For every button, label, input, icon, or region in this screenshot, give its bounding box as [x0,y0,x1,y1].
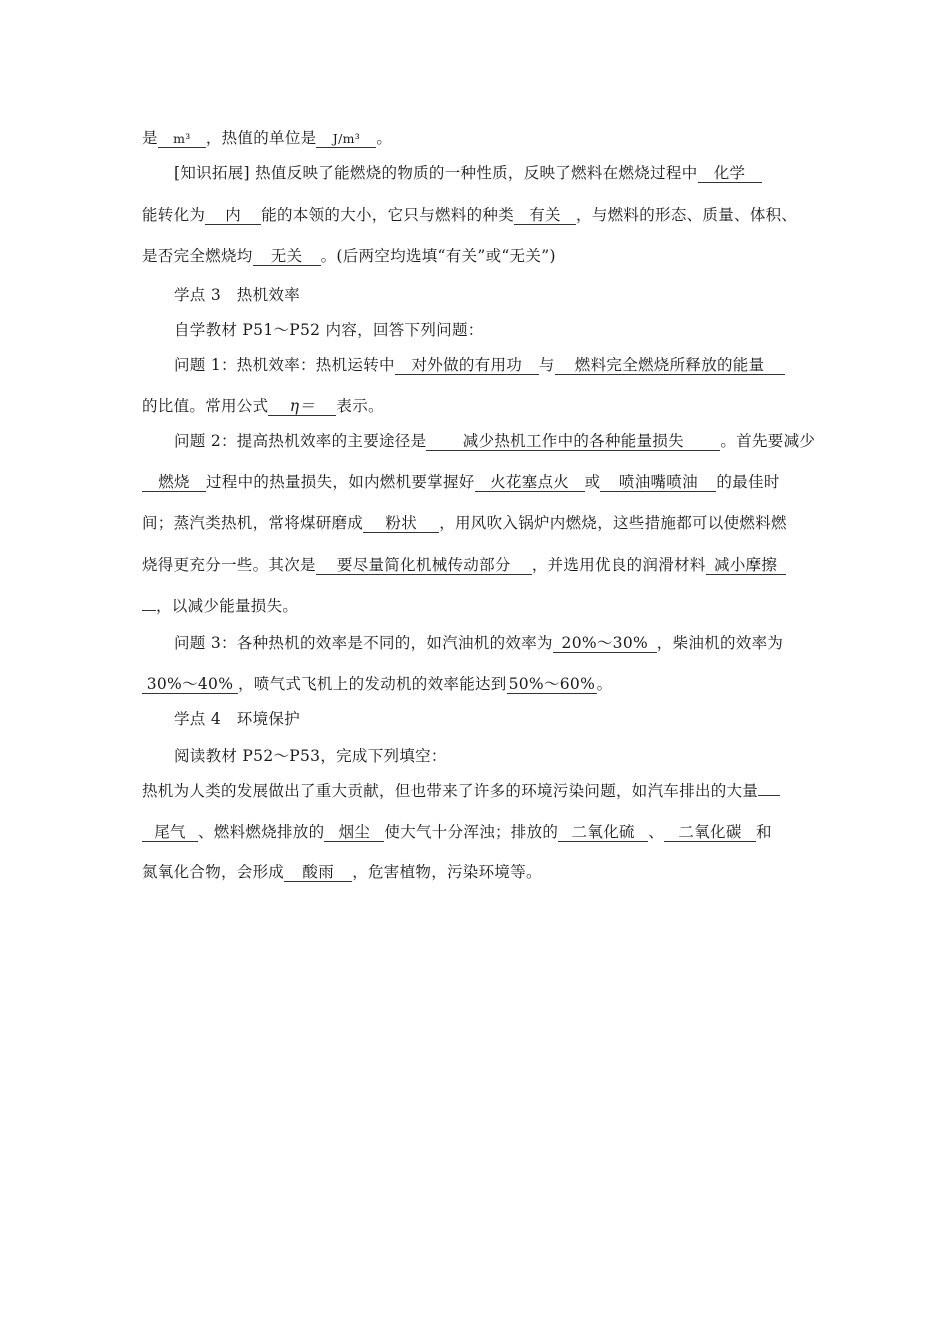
line-20: 氮氧化合物，会形成 酸雨 ，危害植物，污染环境等。 [142,863,542,881]
line-8: 的比值。常用公式 η＝ 表示。 [142,397,384,415]
blank-related: 有关 [514,207,576,225]
blank-chemical: 化学 [698,165,762,183]
line-12: 烧得更充分一些。其次是 要尽量简化机械传动部分 ，并选用优良的润滑材料 减小摩擦 [142,555,822,575]
line-10: 燃烧 过程中的热量损失，如内燃机要掌握好 火花塞点火 或 喷油嘴喷油 的最佳时 [142,472,822,492]
blank-simplify-transmission: 要尽量简化机械传动部分 [316,557,532,575]
line-7: 问题 1：热机效率：热机运转中 对外做的有用功 与 燃料完全燃烧所释放的能量 [174,355,854,375]
blank-volume-unit: m³ [158,130,206,148]
blank-smoke-dust: 烟尘 [324,824,384,842]
line-3: 能转化为 内 能的本领的大小，它只与燃料的种类 有关 ，与燃料的形态、质量、体积、 [142,206,798,224]
line-13: ，以减少能量损失。 [142,596,822,616]
line-18: 热机为人类的发展做出了重大贡献，但也带来了许多的环境污染问题，如汽车排出的大量 [142,781,822,801]
line-19: 尾气 、燃料燃烧排放的 烟尘 使大气十分浑浊；排放的 二氧化硫 、 二氧化碳 和 [142,822,822,842]
blank-diesel-efficiency: 30%～40% [142,676,238,694]
blank-gasoline-efficiency: 20%～30% [553,635,657,653]
blank-formula: η＝ [268,398,336,416]
blank-useful-work: 对外做的有用功 [395,357,539,375]
line-15: 30%～40% ，喷气式飞机上的发动机的效率能达到 50%～60%。 [142,674,822,694]
blank-jet-efficiency: 50%～60% [508,675,596,693]
blank-exhaust-start [758,795,780,796]
blank-sulfur-dioxide: 二氧化硫 [558,824,648,842]
blank-exhaust: 尾气 [142,824,198,842]
line-2: [知识拓展] 热值反映了能燃烧的物质的一种性质，反映了燃料在燃烧过程中 化学 [174,163,854,183]
blank-heat-value-unit: J/m³ [316,130,376,148]
blank-unrelated: 无关 [253,248,321,266]
line-11: 间；蒸汽类热机，常将煤研磨成 粉状 ，用风吹入锅炉内燃烧，这些措施都可以使燃料燃 [142,514,787,532]
line-4: 是否完全燃烧均 无关 。(后两空均选填“有关”或“无关”) [142,247,556,265]
blank-reduce-friction: 减小摩擦 [706,557,786,575]
blank-spark-plug: 火花塞点火 [475,474,585,492]
blank-combustion: 燃烧 [142,474,206,492]
blank-main-approach: 减少热机工作中的各种能量损失 [426,433,720,451]
line-17: 阅读教材 P52～P53，完成下列填空： [174,747,447,765]
blank-fuel-energy: 燃料完全燃烧所释放的能量 [555,357,785,375]
section-title-3: 学点 3 热机效率 [174,286,300,304]
blank-carbon-dioxide: 二氧化碳 [664,824,756,842]
blank-acid-rain: 酸雨 [284,864,352,882]
line-14: 问题 3：各种热机的效率是不同的，如汽油机的效率为 20%～30% ，柴油机的效率为 [174,634,784,652]
line-1: 是 m³ ，热值的单位是 J/m³ 。 [142,129,393,147]
section-title-4: 学点 4 环境保护 [174,710,300,728]
line-9: 问题 2：提高热机效率的主要途径是 减少热机工作中的各种能量损失 。首先要减少 [174,432,816,450]
line-6: 自学教材 P51～P52 内容，回答下列问题： [174,321,484,339]
blank-fuel-injector: 喷油嘴喷油 [600,474,716,492]
blank-continuation [142,610,156,611]
blank-internal: 内 [205,207,261,225]
blank-powder: 粉状 [363,515,439,533]
